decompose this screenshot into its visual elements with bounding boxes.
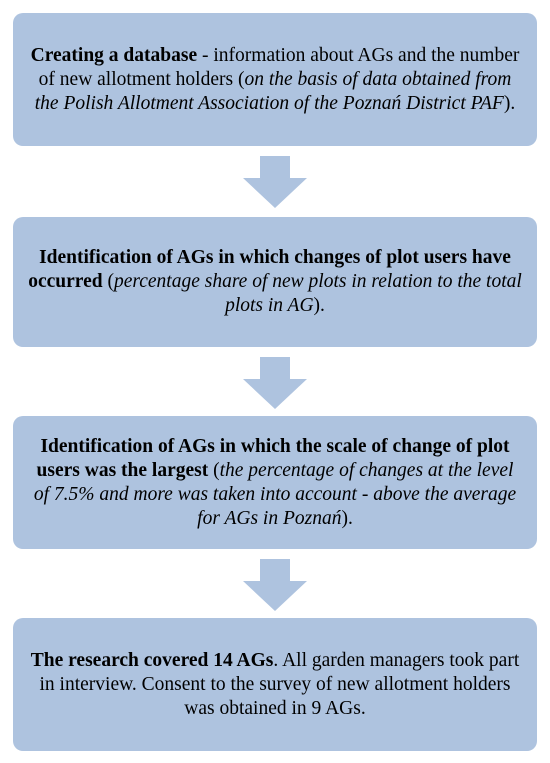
step-box-database [13, 13, 537, 146]
step-tail: ). [313, 295, 325, 316]
step-note: percentage share of new plots in relation to the total plots in AG [113, 271, 522, 316]
down-arrow-icon [243, 156, 307, 208]
down-arrow-icon [243, 559, 307, 611]
step-text [27, 246, 523, 318]
step-description: ( [208, 459, 220, 481]
step-description: - information about AGs and the number of new allotment holders ( [38, 44, 520, 90]
step-title: The research covered 14 AGs [30, 649, 274, 671]
step-box-identification-scale [13, 416, 537, 549]
step-description: ( [102, 271, 114, 292]
step-text [27, 44, 523, 116]
step-tail: ). [341, 507, 353, 529]
step-tail: ). [503, 92, 516, 114]
step-description: . All garden managers took part in interview. Consent to the survey of new allotment holders was obtained in 9 AGs. [39, 649, 520, 719]
down-arrow-icon [243, 357, 307, 409]
step-note: on the basis of data obtained from the Polish Allotment Association of the Poznań District PAF [34, 68, 512, 114]
step-title: Identification of AGs in which changes of plot users have occurred [28, 247, 511, 292]
step-text [27, 435, 523, 531]
step-box-identification-changes [13, 217, 537, 347]
step-box-research-coverage [13, 618, 537, 751]
step-text [27, 649, 523, 721]
step-title: Creating a database [30, 44, 198, 66]
step-note: the percentage of changes at the level of 7.5% and more was taken into account - above the average for AGs in Poznań [33, 459, 517, 529]
step-title: Identification of AGs in which the scale of change of plot users was the largest [36, 435, 510, 481]
